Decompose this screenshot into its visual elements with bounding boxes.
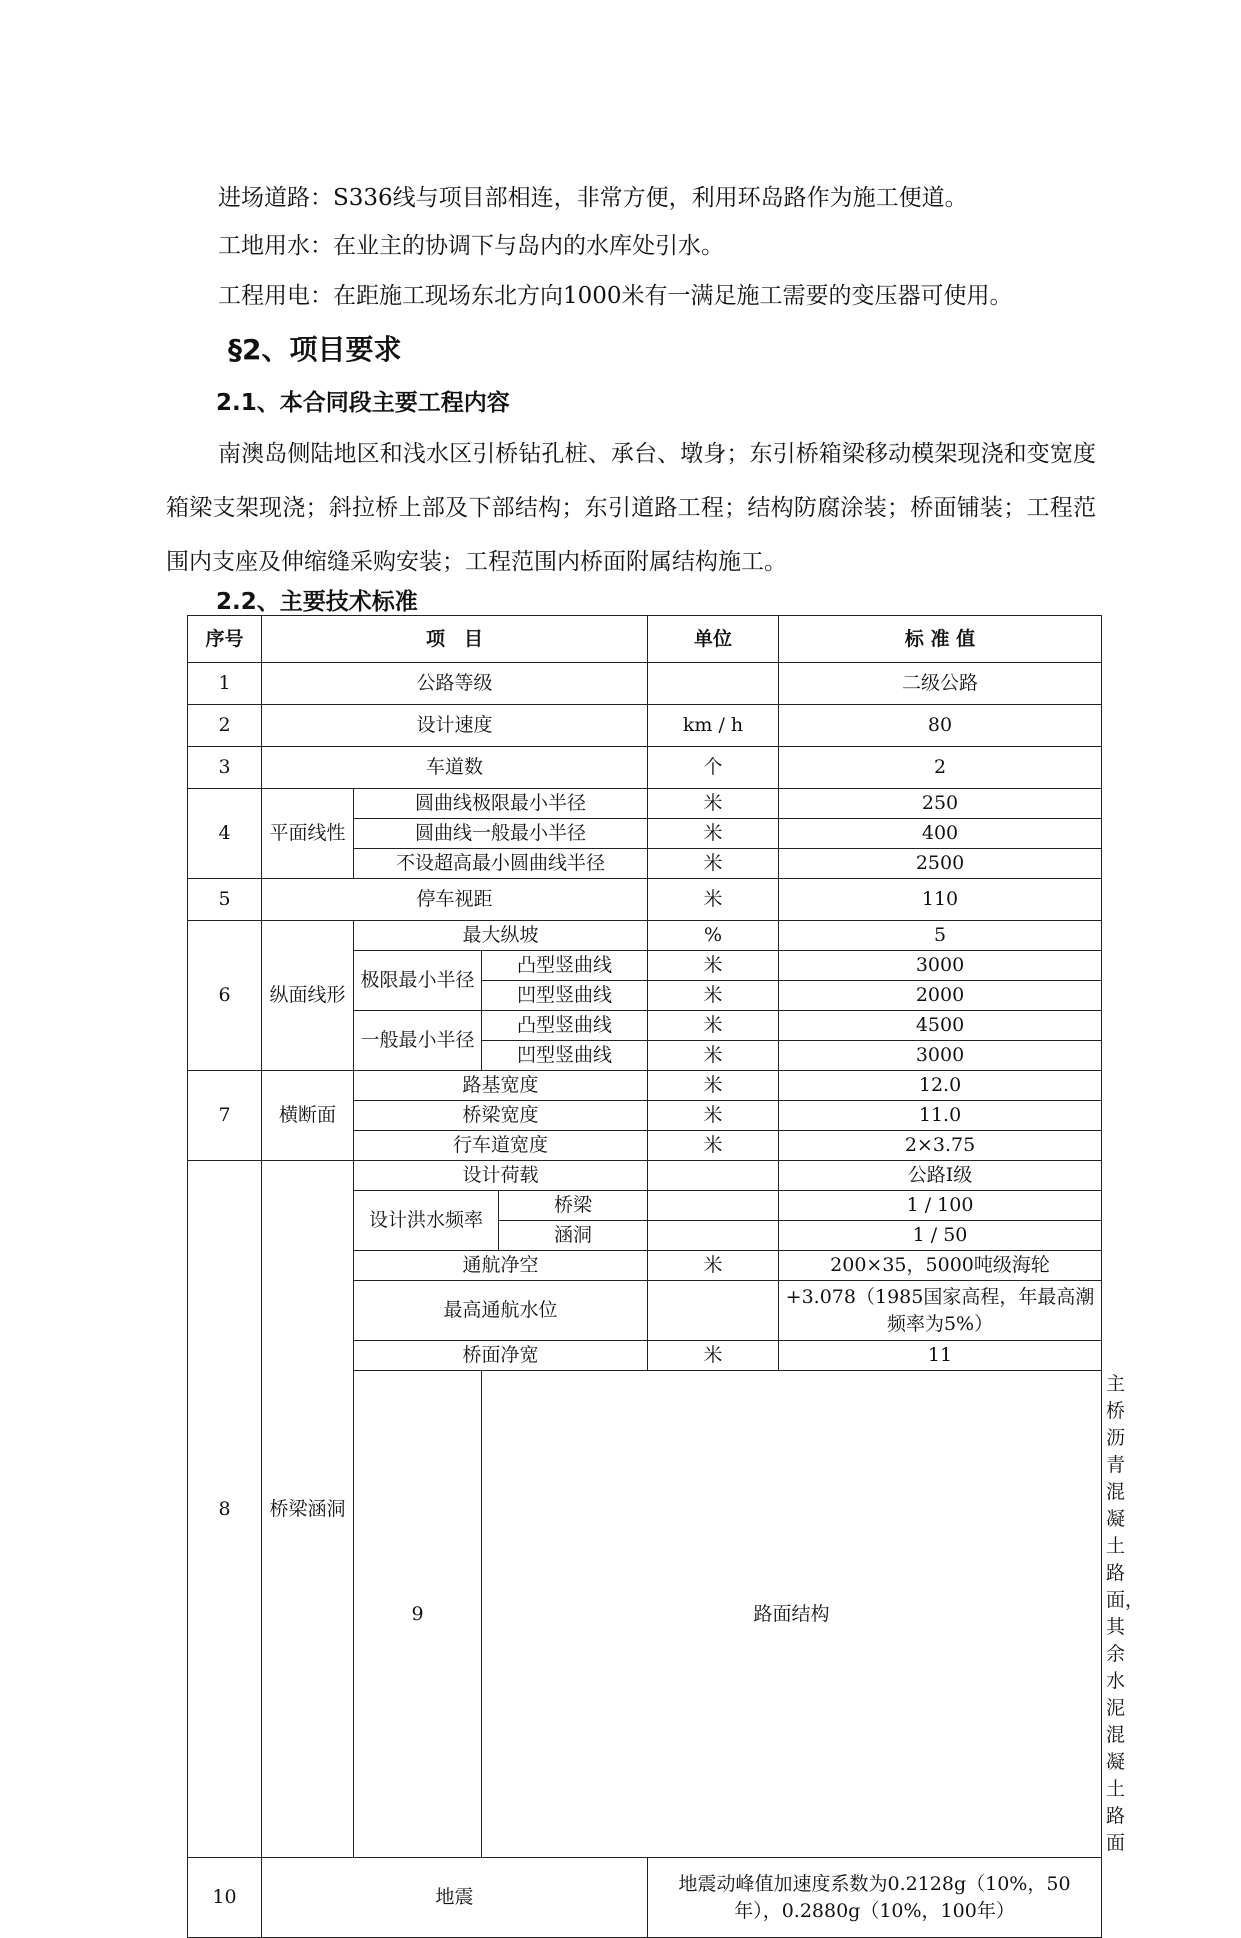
tech-standards-table bbox=[187, 615, 1145, 1938]
row-group: 横断面 bbox=[262, 1071, 354, 1161]
row-value: 200×35，5000吨级海轮 bbox=[779, 1251, 1102, 1281]
row-group: 平面线性 bbox=[262, 789, 354, 879]
row-unit bbox=[648, 663, 779, 705]
row-value: 2 bbox=[779, 747, 1102, 789]
site-road-text: 进场道路：S336线与项目部相连，非常方便，利用环岛路作为施工便道。 bbox=[218, 185, 968, 211]
row-unit: 米 bbox=[648, 981, 779, 1011]
table-row bbox=[188, 747, 1102, 789]
row-unit: 米 bbox=[648, 1011, 779, 1041]
row-value: 80 bbox=[779, 705, 1102, 747]
row-no: 2 bbox=[188, 705, 262, 747]
row-unit: % bbox=[648, 921, 779, 951]
row-unit: 米 bbox=[648, 1341, 779, 1371]
row-value: 公路Ⅰ级 bbox=[779, 1161, 1102, 1191]
row-item: 凹型竖曲线 bbox=[482, 981, 648, 1011]
row-value: 250 bbox=[779, 789, 1102, 819]
row-group: 纵面线形 bbox=[262, 921, 354, 1071]
row-no: 3 bbox=[188, 747, 262, 789]
row-item: 涵洞 bbox=[499, 1221, 648, 1251]
table-row bbox=[188, 789, 1102, 819]
row-item: 圆曲线一般最小半径 bbox=[354, 819, 648, 849]
table-row bbox=[188, 663, 1102, 705]
row-unit bbox=[648, 1281, 779, 1341]
row-unit: 米 bbox=[648, 951, 779, 981]
site-water-text: 工地用水：在业主的协调下与岛内的水库处引水。 bbox=[218, 233, 724, 259]
table-row: 9 路面结构 主桥沥青混凝土路面，其余水泥混凝土路面 bbox=[188, 1371, 1102, 1858]
row-no: 9 bbox=[354, 1371, 482, 1858]
row-unit: 米 bbox=[648, 1101, 779, 1131]
row-unit: 米 bbox=[648, 1251, 779, 1281]
row-unit: km / h bbox=[648, 705, 779, 747]
row-item: 不设超高最小圆曲线半径 bbox=[354, 849, 648, 879]
row-value: 地震动峰值加速度系数为0.2128g（10%，50年），0.2880g（10%，100年） bbox=[648, 1858, 1102, 1938]
row-value: 5 bbox=[779, 921, 1102, 951]
table-header-row bbox=[188, 616, 1102, 663]
row-item: 车道数 bbox=[262, 747, 648, 789]
header-value: 标 准 值 bbox=[779, 616, 1102, 663]
row-unit: 米 bbox=[648, 819, 779, 849]
table-row bbox=[188, 1071, 1102, 1101]
row-value: 110 bbox=[779, 879, 1102, 921]
table-row bbox=[188, 705, 1102, 747]
row-no: 6 bbox=[188, 921, 262, 1071]
row-unit: 米 bbox=[648, 1041, 779, 1071]
row-item: 圆曲线极限最小半径 bbox=[354, 789, 648, 819]
row-item: 凸型竖曲线 bbox=[482, 1011, 648, 1041]
row-item: 桥面净宽 bbox=[354, 1341, 648, 1371]
header-item: 项 目 bbox=[262, 616, 648, 663]
row-value: 3000 bbox=[779, 1041, 1102, 1071]
row-value: 3000 bbox=[779, 951, 1102, 981]
row-item: 路基宽度 bbox=[354, 1071, 648, 1101]
row-value: 1 / 50 bbox=[779, 1221, 1102, 1251]
row-item: 公路等级 bbox=[262, 663, 648, 705]
table-row bbox=[188, 879, 1102, 921]
row-item: 地震 bbox=[262, 1858, 648, 1938]
header-no: 序号 bbox=[188, 616, 262, 663]
row-unit: 米 bbox=[648, 789, 779, 819]
row-item: 最高通航水位 bbox=[354, 1281, 648, 1341]
row-subgroup: 极限最小半径 bbox=[354, 951, 482, 1011]
row-item: 最大纵坡 bbox=[354, 921, 648, 951]
row-value: 2×3.75 bbox=[779, 1131, 1102, 1161]
table-row bbox=[188, 1858, 1102, 1938]
row-item: 设计速度 bbox=[262, 705, 648, 747]
row-value: 2500 bbox=[779, 849, 1102, 879]
scope-paragraph: 南澳岛侧陆地区和浅水区引桥钻孔桩、承台、墩身；东引桥箱梁移动模架现浇和变宽度箱梁支架现浇；斜拉桥上部及下部结构；东引道路工程；结构防腐涂装；桥面铺装；工程范围内支座及伸缩缝采购安装；工程范围内桥面附属结构施工。 bbox=[166, 441, 1096, 575]
row-item: 凹型竖曲线 bbox=[482, 1041, 648, 1071]
row-group: 桥梁涵洞 bbox=[262, 1161, 354, 1858]
header-unit: 单位 bbox=[648, 616, 779, 663]
row-no: 7 bbox=[188, 1071, 262, 1161]
row-item: 桥梁 bbox=[499, 1191, 648, 1221]
row-no: 8 bbox=[188, 1161, 262, 1858]
subsection-title-2-1: 2.1、本合同段主要工程内容 bbox=[216, 390, 510, 416]
row-subgroup: 设计洪水频率 bbox=[354, 1191, 499, 1251]
row-no: 10 bbox=[188, 1858, 262, 1938]
row-unit: 米 bbox=[648, 879, 779, 921]
row-item: 停车视距 bbox=[262, 879, 648, 921]
row-item: 路面结构 bbox=[482, 1371, 1102, 1858]
row-no: 1 bbox=[188, 663, 262, 705]
row-item: 行车道宽度 bbox=[354, 1131, 648, 1161]
row-value: 二级公路 bbox=[779, 663, 1102, 705]
row-item: 桥梁宽度 bbox=[354, 1101, 648, 1131]
row-no: 5 bbox=[188, 879, 262, 921]
row-item: 凸型竖曲线 bbox=[482, 951, 648, 981]
row-unit: 米 bbox=[648, 1071, 779, 1101]
row-unit bbox=[648, 1221, 779, 1251]
subsection-title-2-2: 2.2、主要技术标准 bbox=[216, 589, 418, 615]
row-value: 2000 bbox=[779, 981, 1102, 1011]
row-value: 11.0 bbox=[779, 1101, 1102, 1131]
row-value: +3.078（1985国家高程，年最高潮频率为5%） bbox=[779, 1281, 1102, 1341]
row-subgroup: 一般最小半径 bbox=[354, 1011, 482, 1071]
row-value: 11 bbox=[779, 1341, 1102, 1371]
row-value: 400 bbox=[779, 819, 1102, 849]
row-value: 12.0 bbox=[779, 1071, 1102, 1101]
row-unit: 米 bbox=[648, 849, 779, 879]
site-power-text: 工程用电：在距施工现场东北方向1000米有一满足施工需要的变压器可使用。 bbox=[218, 283, 1013, 309]
row-value: 1 / 100 bbox=[779, 1191, 1102, 1221]
row-unit bbox=[648, 1191, 779, 1221]
row-no: 4 bbox=[188, 789, 262, 879]
row-unit: 米 bbox=[648, 1131, 779, 1161]
row-item: 通航净空 bbox=[354, 1251, 648, 1281]
row-unit: 个 bbox=[648, 747, 779, 789]
section-title: §2、项目要求 bbox=[228, 333, 402, 366]
row-value: 4500 bbox=[779, 1011, 1102, 1041]
row-unit bbox=[648, 1161, 779, 1191]
table-row bbox=[188, 921, 1102, 951]
table-row bbox=[188, 1161, 1102, 1191]
row-item: 设计荷载 bbox=[354, 1161, 648, 1191]
